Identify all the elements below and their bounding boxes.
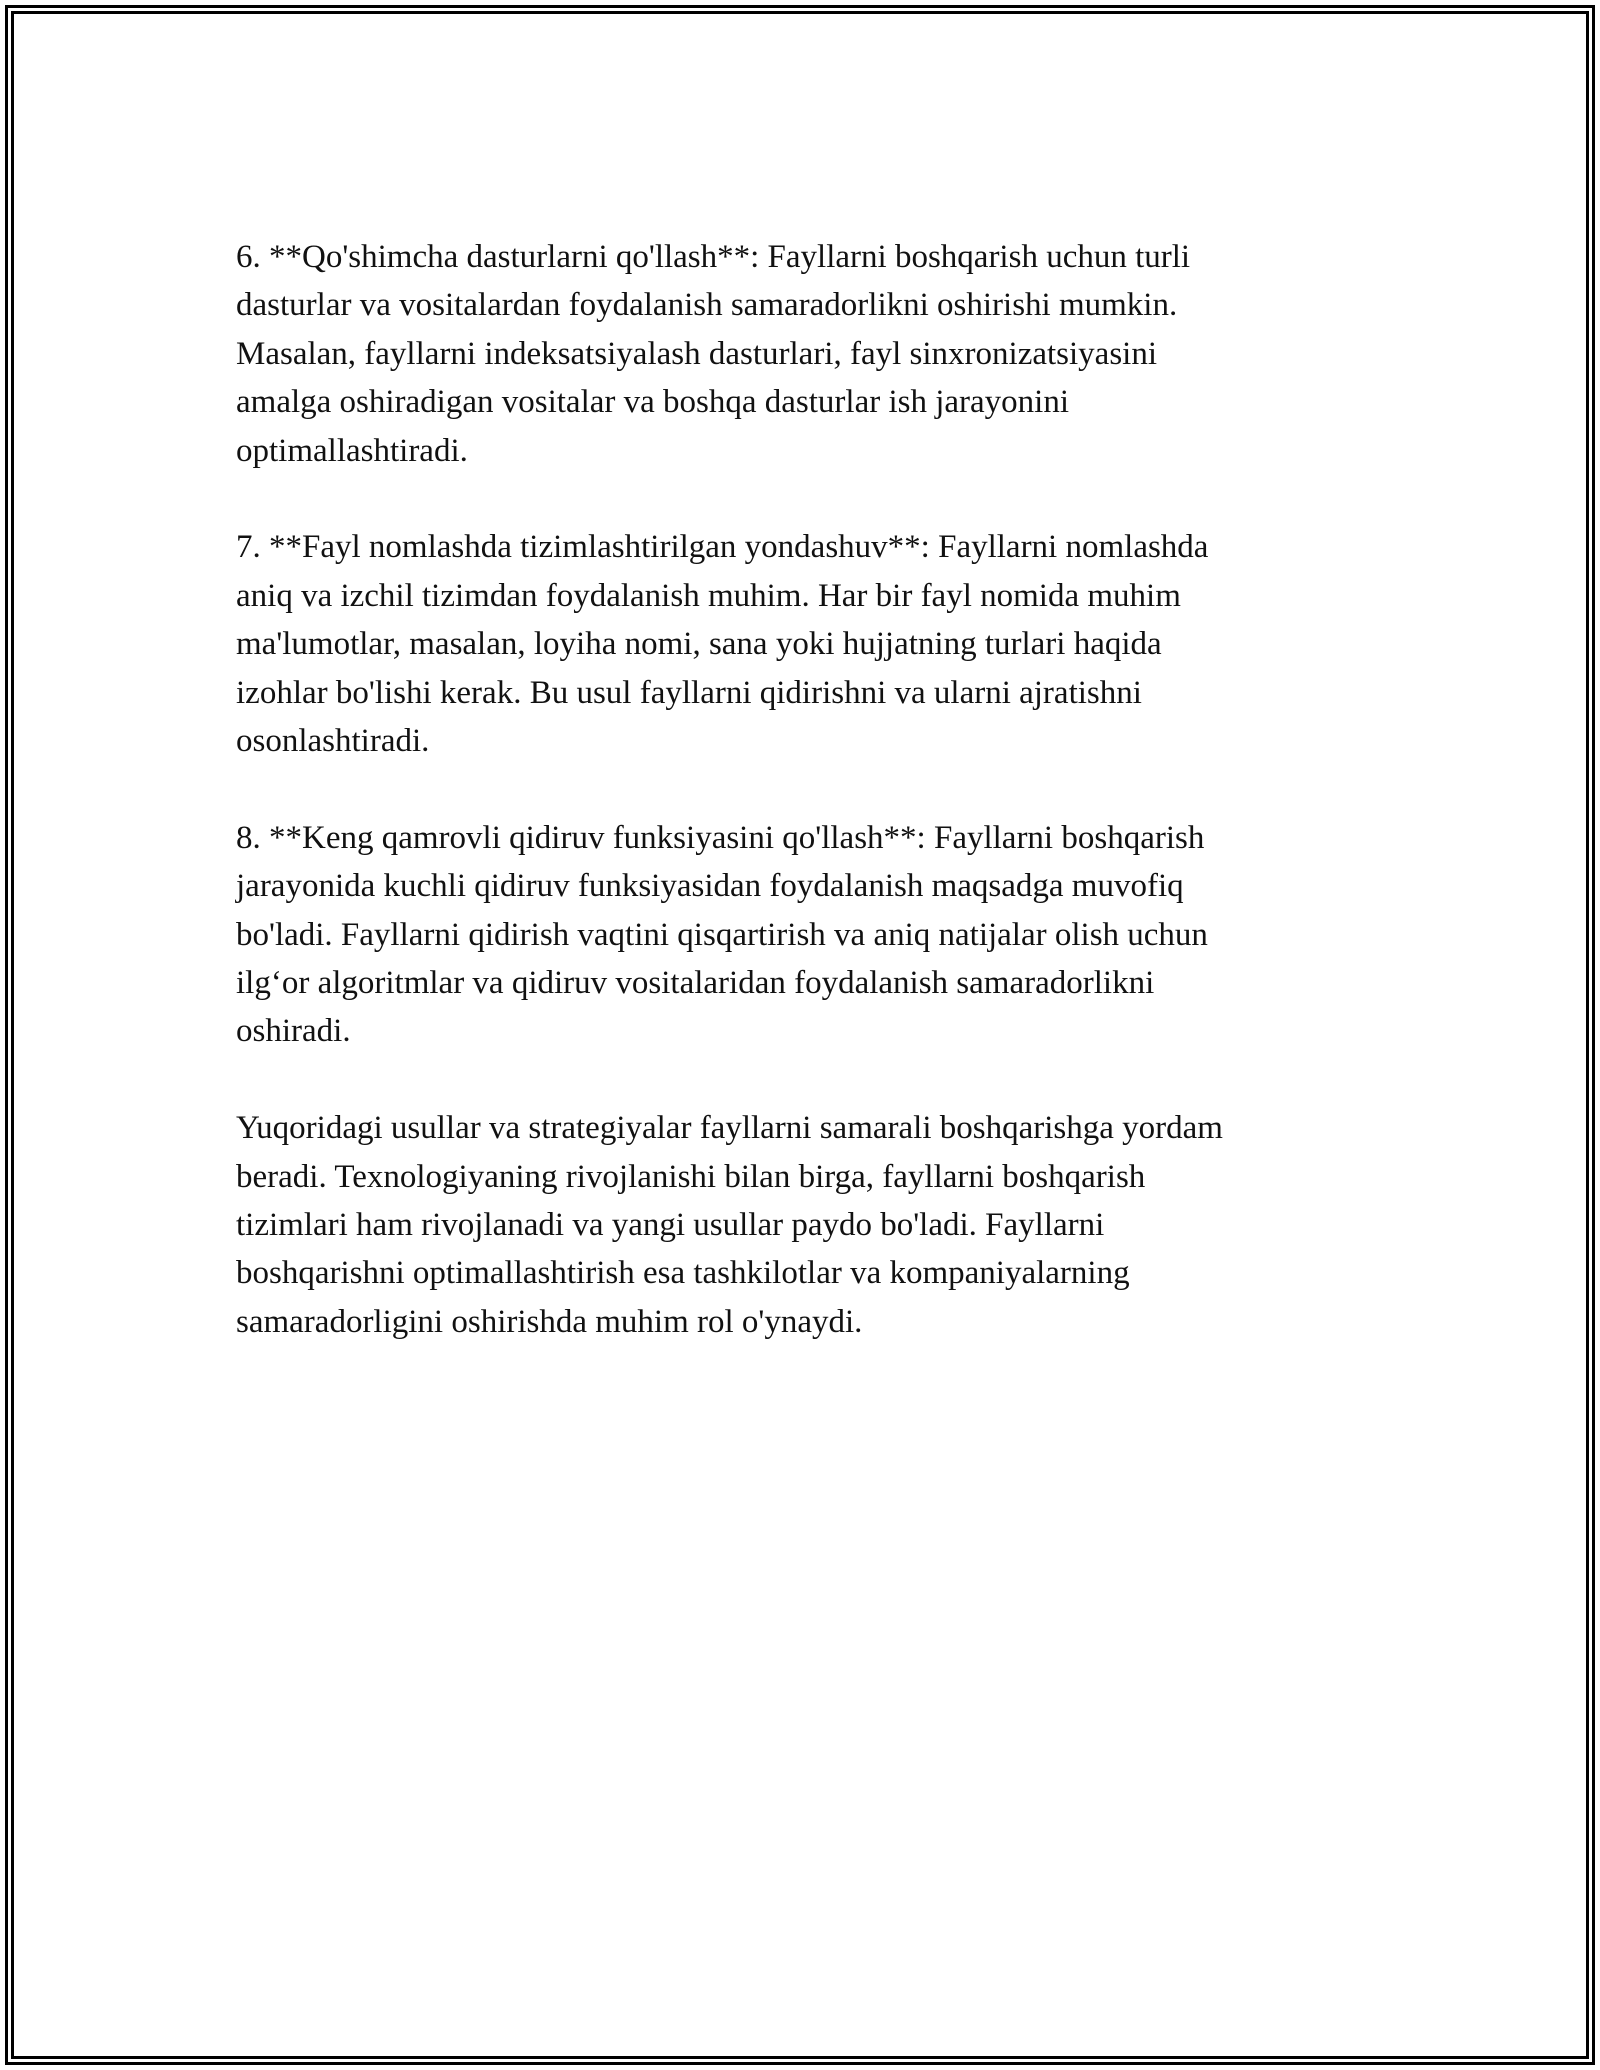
document-body	[236, 233, 1376, 1395]
paragraph-item-6: 6. **Qo'shimcha dasturlarni qo'llash**: Fayllarni boshqarish uchun turli dasturlar va vositalardan foydalanish samaradorlikni oshirishi mumkin. Masalan, fayllarni indeksatsiyalash dasturlari, fayl sinxronizatsiyasini amalga oshiradigan vositalar va boshqa dasturlar ish jarayonini optimallashtiradi.	[236, 239, 1191, 469]
paragraph-item-7: 7. **Fayl nomlashda tizimlashtirilgan yondashuv**: Fayllarni nomlashda aniq va izchil tizimdan foydalanish muhim. Har bir fayl nomida muhim ma'lumotlar, masalan, loyiha nomi, sana yoki hujjatning turlari haqida izohlar bo'lishi kerak. Bu usul fayllarni qidirishni va ularni ajratishni osonlashtiradi.	[236, 529, 1209, 760]
paragraph-item-8: 8. **Keng qamrovli qidiruv funksiyasini qo'llash**: Fayllarni boshqarish jarayonida kuchli qidiruv funksiyasidan foydalanish maqsadga muvofiq bo'ladi. Fayllarni qidirish vaqtini qisqartirish va aniq natijalar olish uchun ilg‘or algoritmlar va qidiruv vositalaridan foydalanish samaradorlikni oshiradi.	[236, 819, 1208, 1050]
paragraph-conclusion: Yuqoridagi usullar va strategiyalar fayllarni samarali boshqarishga yordam beradi. Texnologiyaning rivojlanishi bilan birga, fayllarni boshqarish tizimlari ham rivojlanadi va yangi usullar paydo bo'ladi. Fayllarni boshqarishni optimallashtirish esa tashkilotlar va kompaniyalarning samaradorligini oshirishda muhim rol o'ynaydi.	[236, 1110, 1223, 1340]
